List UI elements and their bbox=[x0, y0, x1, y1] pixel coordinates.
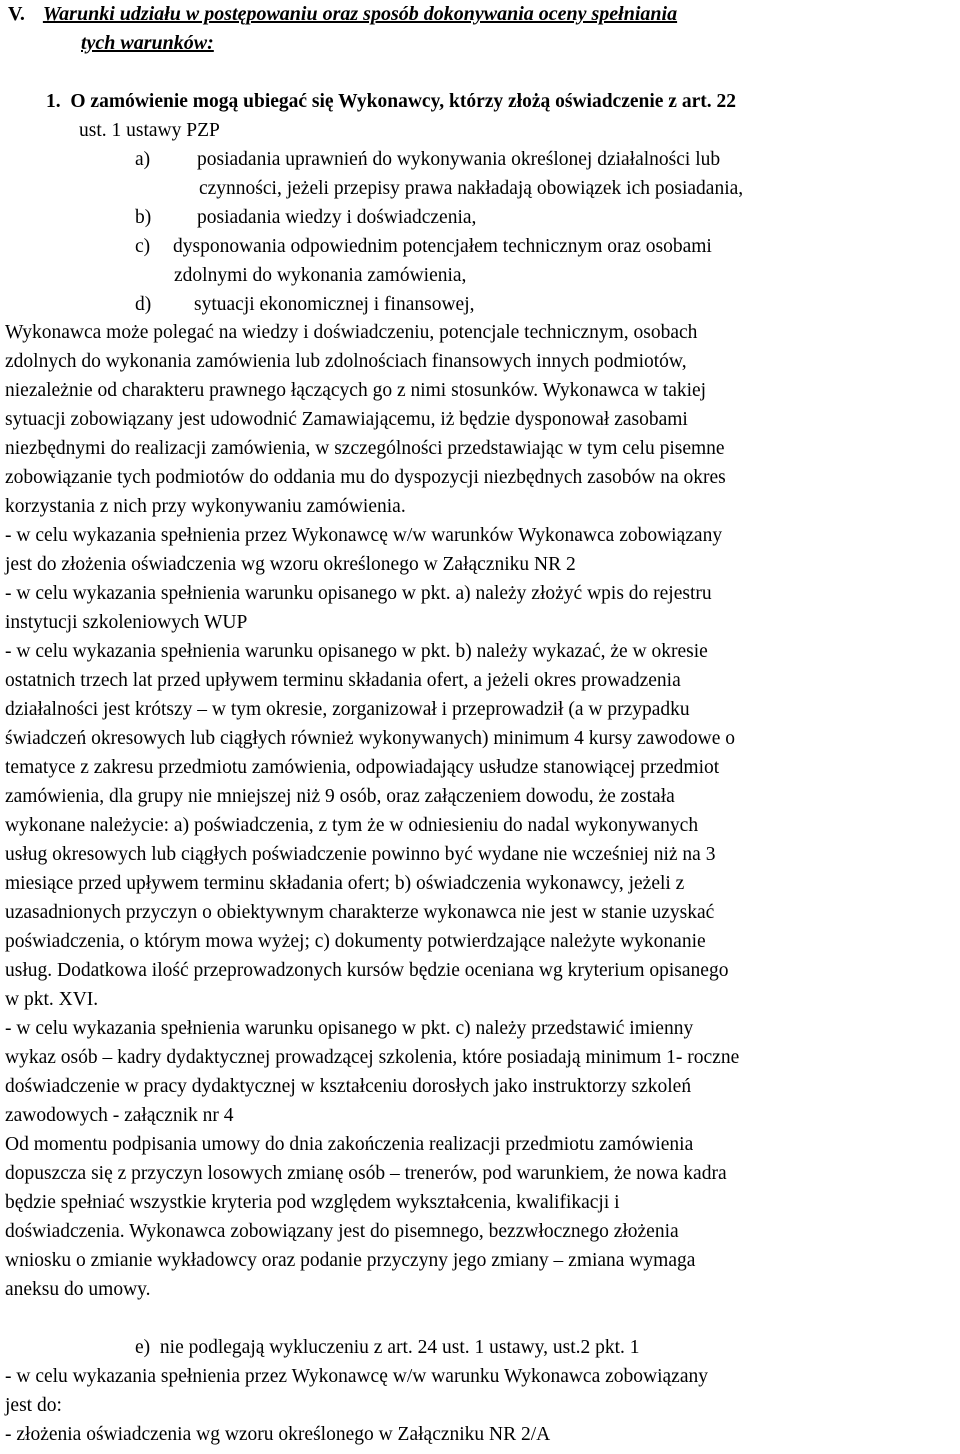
body-line: usług okresowych lub ciągłych poświadczenie powinno być wydane nie wcześniej niż na 3 bbox=[5, 844, 716, 865]
condition-label: b) bbox=[135, 207, 152, 228]
condition-b bbox=[135, 203, 476, 232]
condition-text: posiadania uprawnień do wykonywania określonej działalności lub bbox=[197, 149, 721, 170]
condition-label: d) bbox=[135, 294, 152, 315]
condition-text: nie podlegają wykluczeniu z art. 24 ust. 1 ustawy, ust.2 pkt. 1 bbox=[159, 1337, 640, 1358]
section-number: V. bbox=[8, 3, 25, 25]
body-line: doświadczenia. Wykonawca zobowiązany jest do pisemnego, bezzwłocznego złożenia bbox=[5, 1221, 679, 1242]
body-line: aneksu do umowy. bbox=[5, 1279, 151, 1300]
body-line: - w celu wykazania spełnienia przez Wykonawcę w/w warunków Wykonawca zobowiązany bbox=[5, 525, 723, 546]
body-line: poświadczenia, o którym mowa wyżej; c) dokumenty potwierdzające należyte wykonanie bbox=[5, 931, 706, 952]
tail-line: - złożenia oświadczenia wg wzoru określonego w Załączniku NR 2/A bbox=[5, 1424, 551, 1445]
tail-line: - w celu wykazania spełnienia przez Wykonawcę w/w warunku Wykonawca zobowiązany bbox=[5, 1366, 708, 1387]
item-1-number: 1. bbox=[46, 91, 61, 112]
body-line: zdolnych do wykonania zamówienia lub zdolnościach finansowych innych podmiotów, bbox=[5, 351, 687, 372]
body-line: działalności jest krótszy – w tym okresie, zorganizował i przeprowadził (a w przypadku bbox=[5, 699, 690, 720]
condition-label: e) bbox=[135, 1337, 151, 1358]
tail-line: jest do: bbox=[5, 1395, 62, 1416]
body-line: usług. Dodatkowa ilość przeprowadzonych kursów będzie oceniana wg kryterium opisanego bbox=[5, 960, 729, 981]
body-line: Wykonawca może polegać na wiedzy i doświadczeniu, potencjale technicznym, osobach bbox=[5, 322, 698, 343]
body-line: zobowiązanie tych podmiotów do oddania mu do dyspozycji niezbędnych zasobów na okres bbox=[5, 467, 726, 488]
condition-label: a) bbox=[135, 149, 151, 170]
section-heading bbox=[8, 0, 677, 29]
body-line: dopuszcza się z przyczyn losowych zmianę osób – trenerów, pod warunkiem, że nowa kadra bbox=[5, 1163, 727, 1184]
condition-d bbox=[135, 290, 475, 319]
condition-a-continued: czynności, jeżeli przepisy prawa nakładają obowiązek ich posiadania, bbox=[199, 178, 744, 199]
condition-label: c) bbox=[135, 236, 151, 257]
body-line: wniosku o zmianie wykładowcy oraz podanie przyczyny jego zmiany – zmiana wymaga bbox=[5, 1250, 696, 1271]
item-1-line1 bbox=[46, 87, 736, 116]
body-line: wykonane należycie: a) poświadczenia, z tym że w odniesieniu do nadal wykonywanych bbox=[5, 815, 699, 836]
body-line: korzystania z nich przy wykonywaniu zamówienia. bbox=[5, 496, 406, 517]
body-line: uzasadnionych przyczyn o obiektywnym charakterze wykonawca nie jest w stanie uzyskać bbox=[5, 902, 715, 923]
body-line: jest do złożenia oświadczenia wg wzoru określonego w Załączniku NR 2 bbox=[5, 554, 576, 575]
section-title-line1: Warunki udziału w postępowaniu oraz sposób dokonywania oceny spełniania bbox=[42, 3, 678, 25]
body-line: będzie spełniać wszystkie kryteria pod względem wykształcenia, kwalifikacji i bbox=[5, 1192, 620, 1213]
condition-c bbox=[135, 232, 712, 261]
body-line: ostatnich trzech lat przed upływem terminu składania ofert, a jeżeli okres prowadzenia bbox=[5, 670, 681, 691]
item-1-text: O zamówienie mogą ubiegać się Wykonawcy, którzy złożą oświadczenie z art. 22 bbox=[70, 91, 736, 112]
condition-c-continued: zdolnymi do wykonania zamówienia, bbox=[174, 265, 467, 286]
body-line: - w celu wykazania spełnienia warunku opisanego w pkt. c) należy przedstawić imienny bbox=[5, 1018, 694, 1039]
body-line: - w celu wykazania spełnienia warunku opisanego w pkt. a) należy złożyć wpis do rejestru bbox=[5, 583, 712, 604]
condition-e bbox=[135, 1333, 640, 1362]
condition-text: sytuacji ekonomicznej i finansowej, bbox=[194, 294, 475, 315]
section-title-line2: tych warunków: bbox=[81, 32, 214, 54]
body-line: tematyce z zakresu przedmiotu zamówienia, odpowiadający usłudze stanowiącej przedmiot bbox=[5, 757, 720, 778]
body-line: - w celu wykazania spełnienia warunku opisanego w pkt. b) należy wykazać, że w okresie bbox=[5, 641, 708, 662]
condition-text: dysponowania odpowiednim potencjałem technicznym oraz osobami bbox=[173, 236, 712, 257]
body-line: świadczeń okresowych lub ciągłych również wykonywanych) minimum 4 kursy zawodowe o bbox=[5, 728, 735, 749]
item-1-line2: ust. 1 ustawy PZP bbox=[79, 120, 220, 141]
condition-text: posiadania wiedzy i doświadczenia, bbox=[197, 207, 477, 228]
body-line: zamówienia, dla grupy nie mniejszej niż 9 osób, oraz załączeniem dowodu, że została bbox=[5, 786, 675, 807]
body-line: sytuacji zobowiązany jest udowodnić Zamawiającemu, iż będzie dysponował zasobami bbox=[5, 409, 688, 430]
body-line: zawodowych - załącznik nr 4 bbox=[5, 1105, 234, 1126]
body-line: wykaz osób – kadry dydaktycznej prowadzącej szkolenia, które posiadają minimum 1- roczne bbox=[5, 1047, 740, 1068]
body-line: miesiące przed upływem terminu składania ofert; b) oświadczenia wykonawcy, jeżeli z bbox=[5, 873, 685, 894]
body-line: w pkt. XVI. bbox=[5, 989, 99, 1010]
condition-a bbox=[135, 145, 720, 174]
body-line: doświadczenie w pracy dydaktycznej w kształceniu dorosłych jako instruktorzy szkoleń bbox=[5, 1076, 692, 1097]
body-line: niezbędnymi do realizacji zamówienia, w szczególności przedstawiając w tym celu pisemne bbox=[5, 438, 725, 459]
body-line: niezależnie od charakteru prawnego łączących go z nimi stosunków. Wykonawca w takiej bbox=[5, 380, 707, 401]
body-line: Od momentu podpisania umowy do dnia zakończenia realizacji przedmiotu zamówienia bbox=[5, 1134, 694, 1155]
body-line: instytucji szkoleniowych WUP bbox=[5, 612, 248, 633]
